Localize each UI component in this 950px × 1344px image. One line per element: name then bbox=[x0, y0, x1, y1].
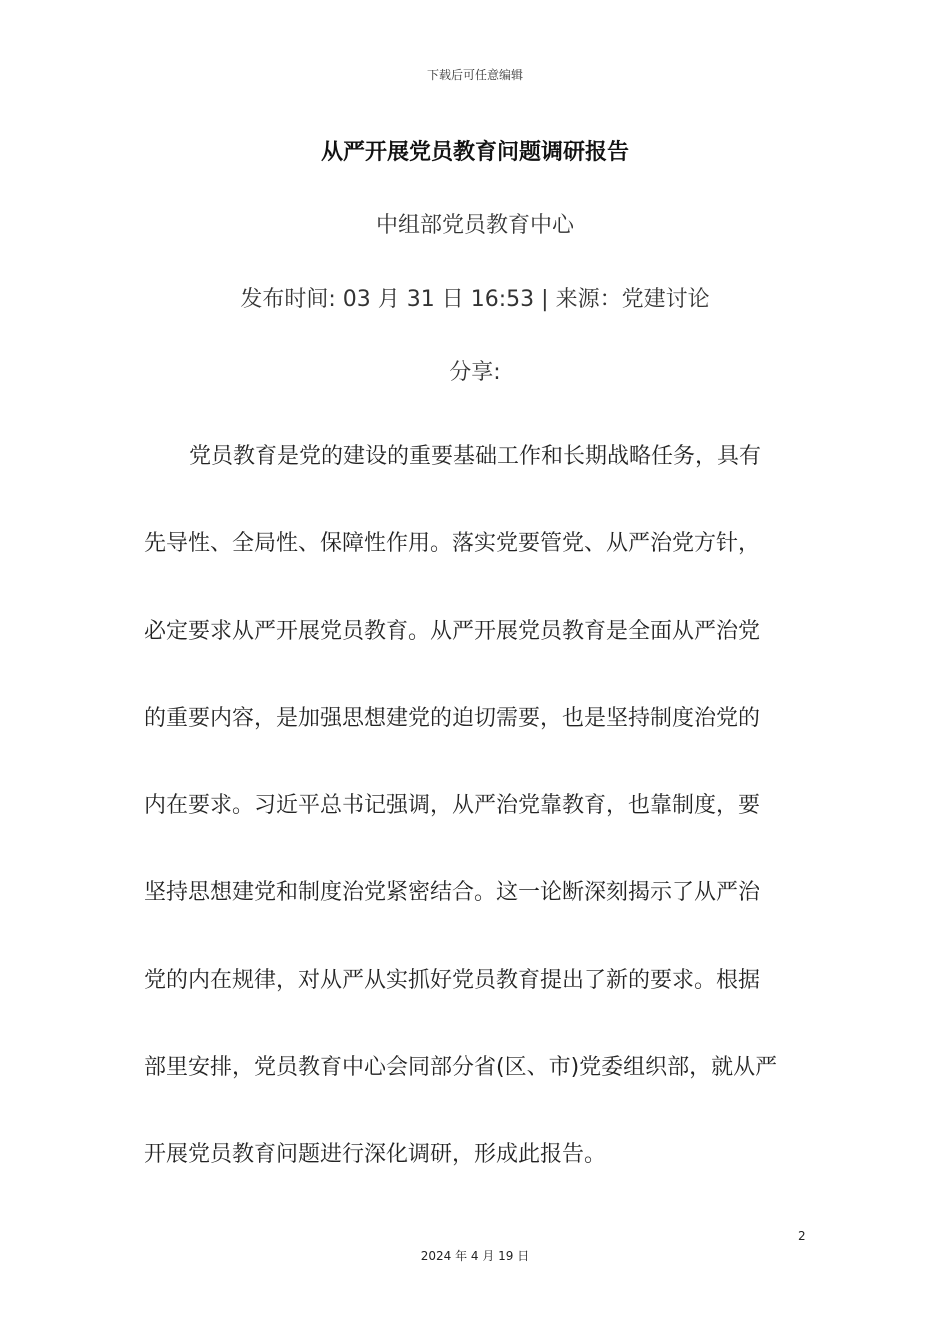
footer-date: 2024 年 4 月 19 日 bbox=[420, 1249, 530, 1263]
body-line: 开展党员教育问题进行深化调研，形成此报告。 bbox=[144, 1142, 607, 1168]
body-line: 先导性、全局性、保障性作用。落实党要管党、从严治党方针， bbox=[144, 531, 761, 557]
body-line: 的重要内容，是加强思想建党的迫切需要，也是坚持制度治党的 bbox=[144, 705, 761, 731]
body-line: 党员教育是党的建设的重要基础工作和长期战略任务，具有 bbox=[189, 444, 762, 469]
body-line: 党的内在规律，对从严从实抓好党员教育提出了新的要求。根据 bbox=[144, 967, 761, 993]
body-line: 部里安排，党员教育中心会同部分省(区、市)党委组织部，就从严 bbox=[144, 1055, 778, 1081]
share-label: 分享: bbox=[449, 360, 501, 385]
body-paragraph bbox=[144, 413, 808, 1199]
publish-meta: 发布时间: 03 月 31 日 16:53 | 来源：党建讨论 bbox=[240, 287, 710, 312]
body-line: 坚持思想建党和制度治党紧密结合。这一论断深刻揭示了从严治 bbox=[144, 880, 761, 906]
page-title: 从严开展党员教育问题调研报告 bbox=[320, 140, 629, 165]
header-note: 下载后可任意编辑 bbox=[426, 68, 523, 82]
author-line: 中组部党员教育中心 bbox=[375, 213, 574, 238]
page-number: 2 bbox=[798, 1229, 806, 1243]
body-line: 必定要求从严开展党员教育。从严开展党员教育是全面从严治党 bbox=[144, 618, 761, 644]
body-line: 内在要求。习近平总书记强调，从严治党靠教育，也靠制度，要 bbox=[144, 793, 761, 819]
